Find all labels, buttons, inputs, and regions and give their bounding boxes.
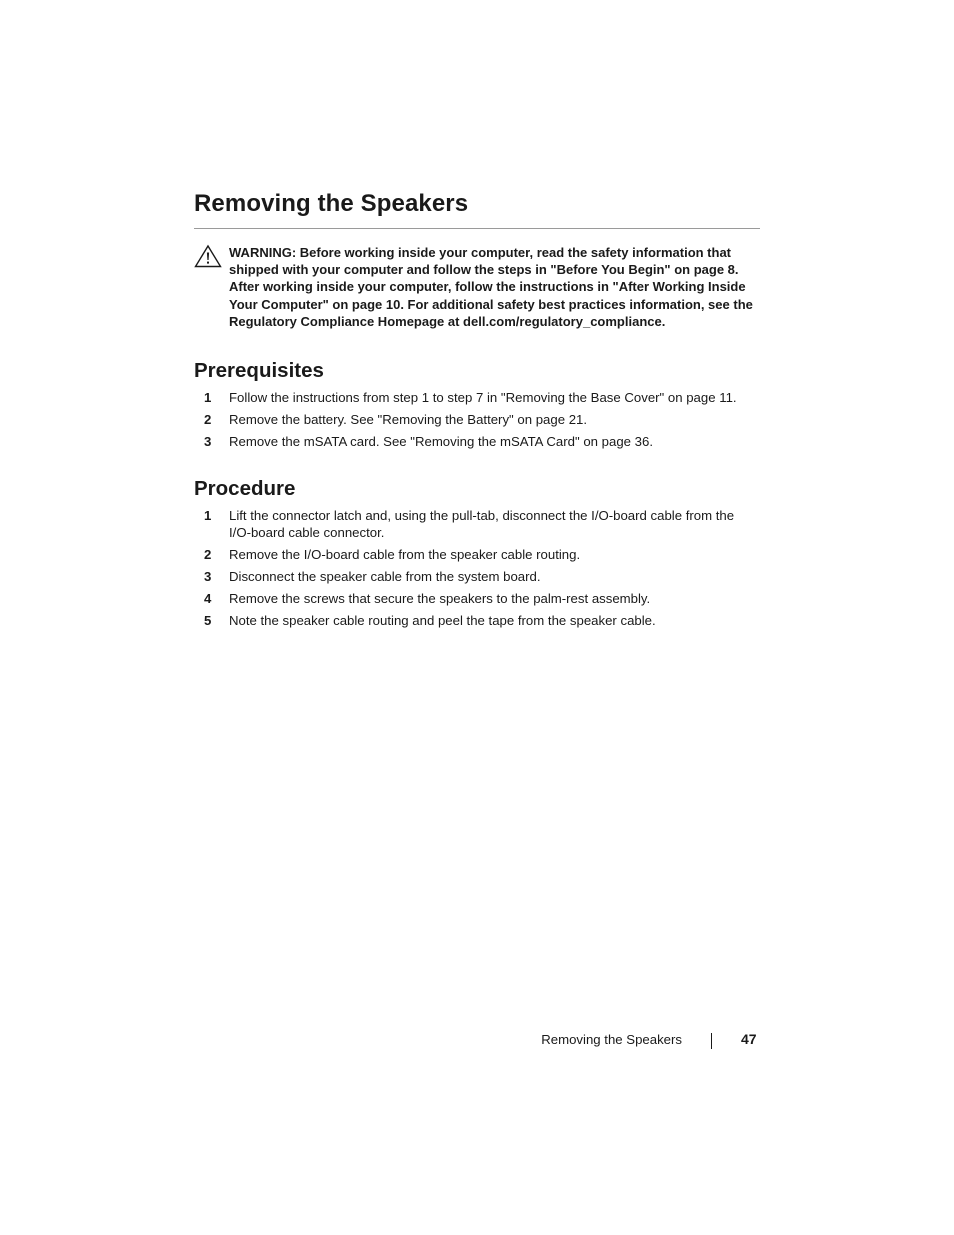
procedure-list (194, 507, 754, 634)
step-text: Disconnect the speaker cable from the system board. (229, 569, 541, 585)
prerequisites-list (194, 389, 754, 455)
procedure-step (194, 546, 754, 563)
step-number: 1 (204, 508, 212, 523)
prerequisite-step (194, 389, 754, 406)
procedure-step (194, 507, 754, 541)
footer-section-title: Removing the Speakers (541, 1032, 682, 1047)
step-number: 3 (204, 569, 212, 585)
step-text: Remove the screws that secure the speakers to the palm-rest assembly. (229, 591, 651, 607)
footer-separator (711, 1033, 712, 1049)
procedure-step (194, 590, 754, 607)
prerequisite-step (194, 411, 754, 428)
step-number: 3 (204, 434, 212, 449)
step-text: Remove the I/O-board cable from the speaker cable routing. (229, 547, 581, 563)
procedure-step (194, 568, 754, 585)
step-number: 4 (204, 591, 212, 607)
step-text: Follow the instructions from step 1 to step 7 in "Removing the Base Cover" on page 11. (229, 390, 737, 405)
title-divider (194, 228, 760, 229)
step-number: 2 (204, 547, 212, 563)
step-number: 5 (204, 613, 212, 629)
step-number: 2 (204, 412, 212, 427)
page-number: 47 (741, 1031, 757, 1047)
warning-triangle-icon (194, 244, 222, 268)
step-text: Remove the mSATA card. See "Removing the mSATA Card" on page 36. (229, 434, 653, 449)
procedure-heading: Procedure (194, 477, 296, 500)
step-text: Note the speaker cable routing and peel the tape from the speaker cable. (229, 613, 656, 629)
step-number: 1 (204, 390, 212, 405)
page-title: Removing the Speakers (194, 190, 469, 217)
warning-text: WARNING: Before working inside your computer, read the safety information that shipped with your computer and follow the steps in "Before You Begin" on page 8. After working inside your computer, follow the instructions in "After Working Inside Your Computer" on page 10. For additional safety best practices information, see the Regulatory Compliance Homepage at dell.com/regulatory_compliance. (229, 245, 753, 329)
procedure-step (194, 612, 754, 629)
step-text: Remove the battery. See "Removing the Battery" on page 21. (229, 412, 588, 427)
prerequisite-step (194, 433, 754, 450)
step-text: Lift the connector latch and, using the pull-tab, disconnect the I/O-board cable from the I/O-board cable connector. (229, 508, 735, 541)
prerequisites-heading: Prerequisites (194, 359, 324, 382)
